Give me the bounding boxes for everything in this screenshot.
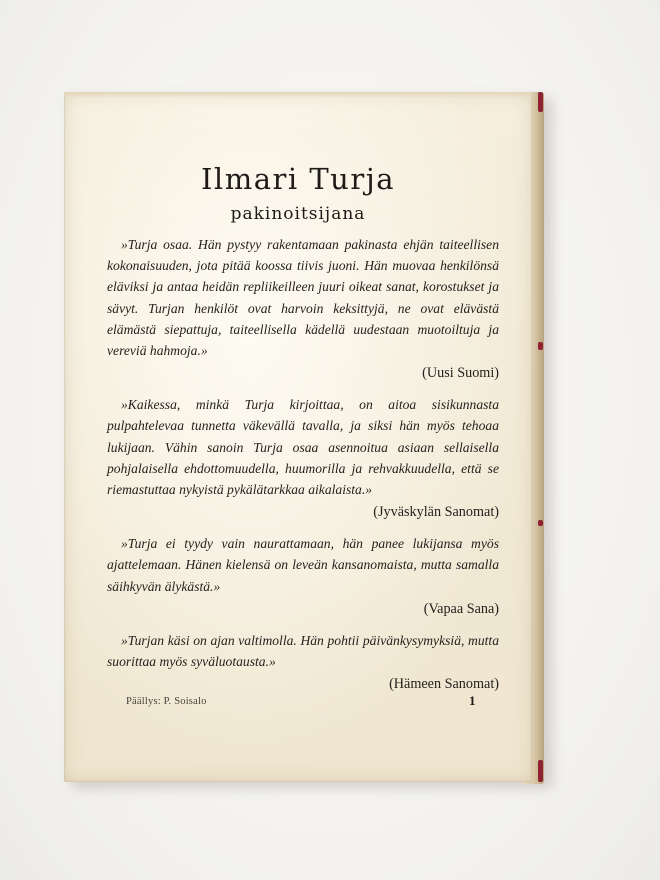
review-quote-text: »Turja ei tyydy vain naurattamaan, hän panee lukijansa myös ajattelemaan. Hänen kielensä on leveän kansanomaista, mutta samalla säihkyvän älykästä.» [107, 536, 499, 594]
review-quotes [107, 234, 499, 705]
cover-subtitle: pakinoitsijana [230, 204, 366, 224]
review-quote-source: (Vapaa Sana) [423, 600, 499, 617]
review-quote-text: »Turja osaa. Hän pystyy rakentamaan pakinasta ehjän taiteellisen kokonaisuuden, jota pitää koossa tiivis juoni. Hän muovaa henkilönsä eläviksi ja antaa heidän repliikeilleen juuri oikeat sanat, korostukset ja sävyt. Turjan henkilöt ovat harvoin keksittyjä, ne ovat elävästä elämästä siepattuja, taiteellisella kädellä uudestaan muotoiltuja ja vereviä hahmoja.» [107, 237, 499, 359]
spine-red-mark-lower [538, 520, 543, 526]
cover-top-edge [64, 92, 532, 98]
spine-red-mark-top [538, 92, 543, 112]
review-quote-text: »Kaikessa, minkä Turja kirjoittaa, on aitoa sisikunnasta pulpahtelevaa tunnetta väkevällä tavalla, ja siksi hän myös tehoaa lukijaan. Vähin sanoin Turja osaa asennoitua asiaan sellaisella pohjalaisella ehdottomuudella, huumorilla ja rehvakkuudella, että se riemastuttaa nykyistä pykälätarkkaa aikalaista.» [107, 397, 499, 498]
cover-design-credit: Päällys: P. Soisalo [126, 696, 207, 707]
review-quote [107, 234, 499, 383]
review-quote-source: (Hämeen Sanomat) [389, 676, 499, 693]
spine-red-mark-bottom [538, 760, 543, 782]
review-quote-text: »Turjan käsi on ajan valtimolla. Hän pohtii päivänkysymyksiä, mutta suorittaa myös syväluotausta.» [107, 632, 499, 670]
review-quote-source: (Jyväskylän Sanomat) [373, 504, 499, 521]
review-quote [107, 394, 499, 522]
review-quote-source: (Uusi Suomi) [422, 365, 499, 382]
book-back-cover [64, 92, 532, 782]
review-quote [107, 630, 499, 694]
review-quote [107, 533, 499, 619]
spine-red-mark-middle [538, 342, 543, 350]
page-number: 1 [469, 693, 476, 708]
cover-title: Ilmari Turja [200, 162, 396, 196]
